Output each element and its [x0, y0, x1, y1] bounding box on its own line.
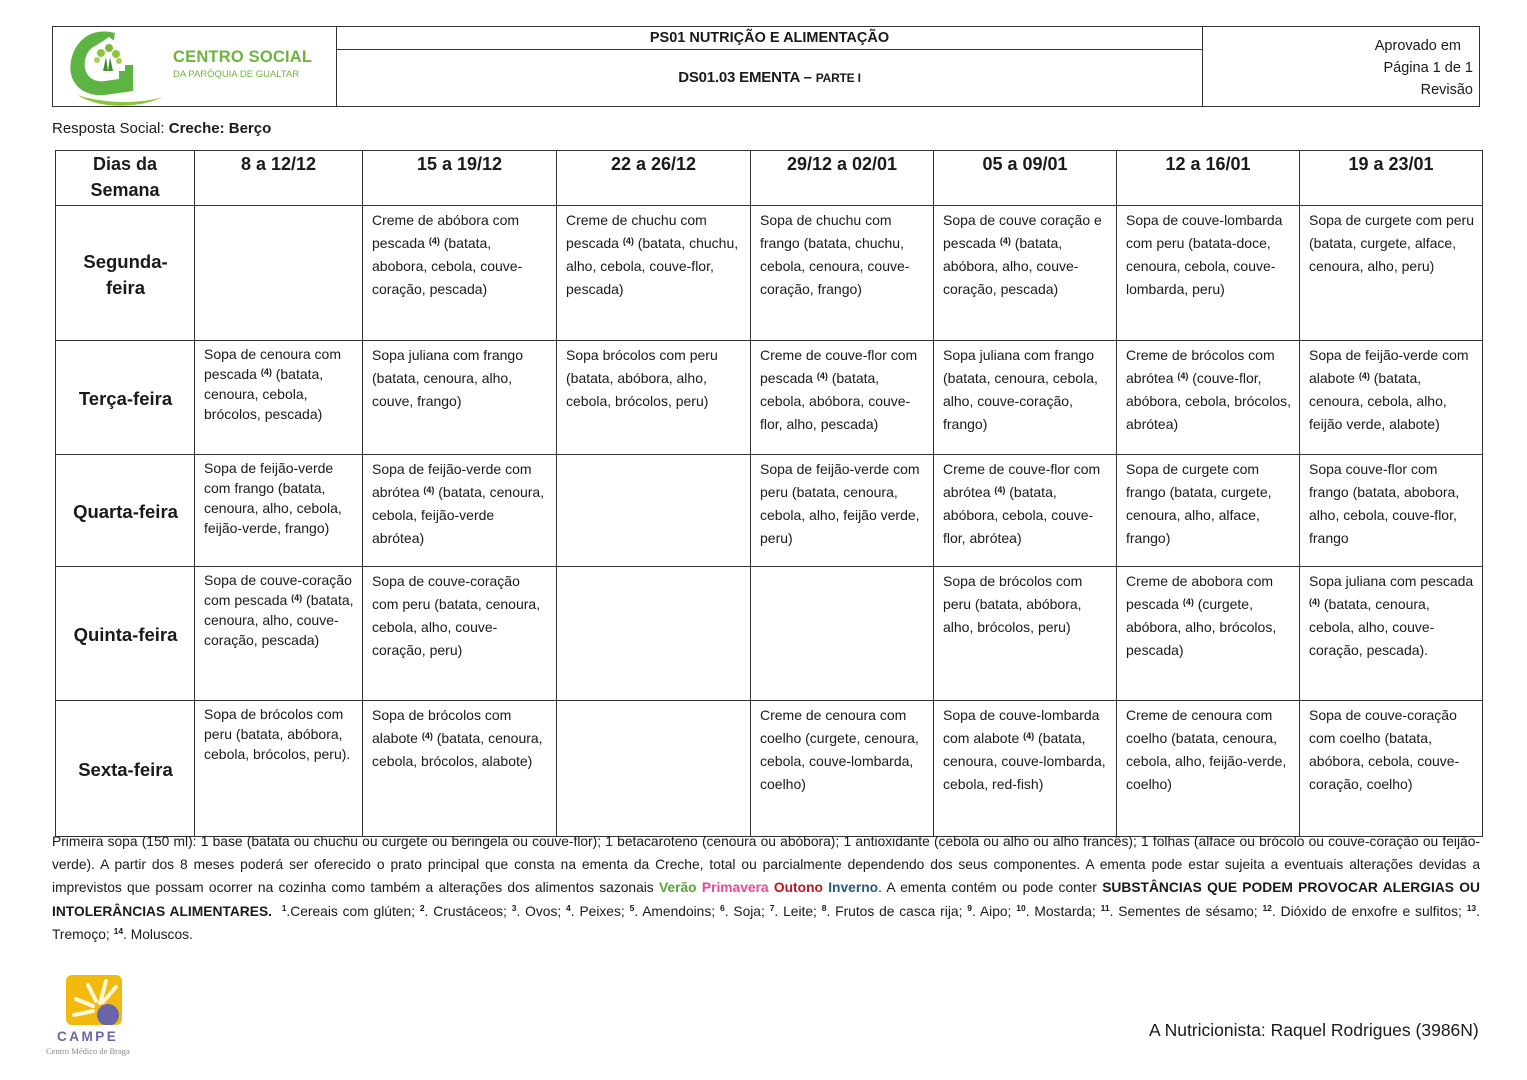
allergen-number: 11 [1100, 902, 1110, 913]
menu-cell [195, 567, 363, 701]
menu-cell [1300, 567, 1483, 701]
dish-ingredients: (batata, cenoura, cebola, brócolos, pescada) [204, 366, 324, 422]
header-meta [1203, 27, 1479, 106]
dish-text: Creme de couve-flor com pescada [760, 347, 918, 386]
approved-label: Aprovado em [1374, 38, 1461, 54]
column-header-week: 15 a 19/12 [363, 151, 557, 206]
revision-label: Revisão [1420, 82, 1473, 98]
table-row [56, 206, 1483, 341]
allergen-item [282, 904, 415, 919]
menu-cell [1300, 341, 1483, 455]
dish-text: Sopa de curgete com peru (batata, curgete, alface, cenoura, alho, peru) [1309, 212, 1474, 274]
allergen-label: . Leite; [774, 903, 817, 919]
dish-text: Creme de brócolos com abrótea [1126, 347, 1275, 386]
footnote-contains: . A ementa contém ou pode conter [878, 880, 1097, 896]
column-header-week: 8 a 12/12 [195, 151, 363, 206]
menu-cell [557, 455, 751, 567]
logo-title: CENTRO SOCIAL [173, 48, 313, 66]
allergen-number: 13 [1466, 902, 1477, 913]
dish-text: Creme de abobora com pescada [1126, 573, 1274, 612]
allergen-number: 10 [1016, 902, 1026, 913]
day-label: Quinta-feira [56, 567, 195, 701]
dish-text: Sopa juliana com frango (batata, cenoura, alho, couve, frango) [372, 347, 523, 409]
allergen-item [770, 904, 817, 919]
allergen-label: . Soja; [724, 903, 765, 919]
allergen-number: 4 [566, 902, 571, 913]
dish-text: Creme de cenoura com coelho (curgete, cenoura, cebola, couve-lombarda, coelho) [760, 707, 919, 792]
dish-text: Sopa de feijão-verde com peru (batata, cenoura, cebola, alho, feijão verde, peru) [760, 461, 920, 546]
allergen-fish-marker: (4) [423, 485, 435, 495]
allergen-number: 7 [769, 902, 775, 913]
day-label: Sexta-feira [56, 701, 195, 837]
column-header-week: 22 a 26/12 [557, 151, 751, 206]
menu-cell [195, 701, 363, 837]
menu-cell [1117, 567, 1300, 701]
allergen-fish-marker: (4) [1309, 597, 1320, 607]
allergen-fish-marker: (4) [994, 485, 1006, 495]
allergen-label: . Ovos; [516, 903, 562, 919]
allergen-fish-marker: (4) [291, 593, 303, 603]
dish-text: Sopa de feijão-verde com abrótea [372, 461, 532, 500]
dish-text: Creme de couve-flor com abrótea [943, 461, 1101, 500]
menu-cell [363, 701, 557, 837]
day-label: Quarta-feira [56, 455, 195, 567]
dish-text: Sopa de couve-lombarda com peru (batata-doce, cenoura, cebola, couve-lombarda, peru) [1126, 212, 1283, 297]
menu-cell [934, 206, 1117, 341]
allergen-label: . Amendoins; [634, 903, 716, 919]
menu-cell [557, 341, 751, 455]
allergen-label: . Sementes de sésamo; [1109, 903, 1258, 919]
dish-ingredients: (batata, cenoura, cebola, brócolos, alabote) [372, 730, 543, 769]
menu-cell [195, 455, 363, 567]
dish-text: Sopa de couve-coração com peru (batata, cenoura, cebola, alho, couve-coração, peru) [372, 573, 541, 658]
org-logo [53, 27, 337, 106]
allergen-label: . Peixes; [570, 903, 625, 919]
allergen-number: 3 [511, 902, 517, 913]
menu-cell [363, 206, 557, 341]
dish-text: Sopa de feijão-verde com alabote [1309, 347, 1469, 386]
allergen-label: . Tremoço; [52, 903, 1480, 942]
table-row [56, 567, 1483, 701]
dish-text: Sopa juliana com pescada [1309, 573, 1474, 589]
gualtar-logo-icon [53, 27, 171, 107]
campe-logo-subtitle: Centro Médico de Braga [46, 1046, 130, 1056]
menu-cell [1117, 701, 1300, 837]
dish-ingredients: (curgete, abóbora, alho, brócolos, pescada) [1126, 596, 1277, 658]
menu-cell [751, 341, 934, 455]
allergen-label: . Aipo; [972, 903, 1012, 919]
dish-text: Sopa de couve-coração com coelho (batata, abóbora, cebola, couve-coração, coelho) [1309, 707, 1460, 792]
season-winter: Inverno [828, 880, 879, 896]
allergen-number: 1 [281, 902, 287, 913]
allergen-label: . Crustáceos; [424, 903, 507, 919]
table-row [56, 455, 1483, 567]
dish-ingredients: (batata, abobora, cebola, couve-coração, pescada) [372, 235, 523, 297]
menu-cell [934, 701, 1117, 837]
menu-cell [195, 341, 363, 455]
dish-ingredients: (batata, abóbora, alho, couve-coração, pescada) [943, 235, 1079, 297]
allergen-item [1101, 904, 1258, 919]
allergen-fish-marker: (4) [428, 236, 440, 246]
document-part: PARTE I [815, 71, 861, 85]
column-header-days: Dias da Semana [56, 151, 195, 206]
menu-cell [363, 567, 557, 701]
dish-text: Sopa de feijão-verde com frango (batata, cenoura, alho, cebola, feijão-verde, frango) [204, 460, 342, 536]
menu-cell [1300, 455, 1483, 567]
day-label: Terça-feira [56, 341, 195, 455]
allergen-number: 8 [821, 902, 827, 913]
menu-cell [1300, 206, 1483, 341]
menu-cell [1117, 206, 1300, 341]
menu-cell [934, 341, 1117, 455]
footnote-intro: Primeira sopa (150 ml): 1 base (batata ou chuchu ou curgete ou beringela ou couve-flor); 1 betacaroteno (cenoura ou abóbora); 1 antioxidante (cebola ou alho ou alho francês); 1 folhas (alface ou brócolo ou couve-coração ou feijão-verde). A partir dos 8 meses poderá ser oferecido o prato principal que consta na ementa da Creche, total ou parcialmente dependendo dos seus componentes. A ementa pode estar sujeita a eventuais alterações devidas a imprevistos que possam ocorrer na cozinha como também a alterações dos alimentos sazonais [52, 834, 1480, 896]
dish-ingredients: (batata, cenoura, cebola, feijão-verde abrótea) [372, 484, 545, 546]
social-response-value: Creche: Berço [168, 120, 272, 137]
menu-cell [557, 567, 751, 701]
page-count: Página 1 de 1 [1383, 60, 1473, 76]
allergen-fish-marker: (4) [1358, 371, 1370, 381]
allergen-number: 2 [419, 902, 425, 913]
allergen-label: . Frutos de casca rija; [826, 903, 963, 919]
dish-text: Sopa juliana com frango (batata, cenoura, cebola, alho, couve-coração, frango) [943, 347, 1098, 432]
table-row [56, 701, 1483, 837]
dish-text: Sopa de cenoura com pescada [204, 346, 341, 382]
season-autumn: Outono [773, 880, 823, 896]
dish-text: Sopa brócolos com peru (batata, abóbora, alho, cebola, brócolos, peru) [566, 347, 718, 409]
allergen-item [512, 904, 561, 919]
allergen-label: .Cereais com glúten; [286, 903, 415, 919]
dish-text: Creme de abóbora com pescada [372, 212, 520, 251]
allergen-number: 14 [113, 925, 124, 936]
allergen-item [967, 904, 1011, 919]
menu-cell [1117, 455, 1300, 567]
allergen-label: . Dióxido de enxofre e sulfitos; [1271, 903, 1462, 919]
menu-footnote [52, 830, 1480, 946]
menu-cell [934, 567, 1117, 701]
column-header-week: 29/12 a 02/01 [751, 151, 934, 206]
dish-ingredients: (batata, cenoura, alho, couve-coração, pescada) [204, 592, 354, 648]
season-summer: Verão [659, 880, 697, 896]
document-title [337, 50, 1202, 106]
header-titles [337, 27, 1203, 106]
dish-text: Sopa de couve-coração com pescada [204, 572, 352, 608]
dish-text: Sopa de brócolos com alabote [372, 707, 512, 746]
process-title: PS01 NUTRIÇÃO E ALIMENTAÇÃO [337, 27, 1202, 50]
allergen-item [566, 904, 625, 919]
allergen-label: . Moluscos. [123, 926, 193, 942]
column-header-week: 19 a 23/01 [1300, 151, 1483, 206]
menu-cell [934, 455, 1117, 567]
nutritionist-signature: A Nutricionista: Raquel Rodrigues (3986N) [1149, 1020, 1479, 1040]
allergen-number: 9 [967, 902, 972, 913]
dish-text: Sopa couve-flor com frango (batata, abobora, alho, cebola, couve-flor, frango [1309, 461, 1460, 546]
allergen-item [720, 904, 765, 919]
dish-text: Sopa de brócolos com peru (batata, abóbora, cebola, brócolos, peru). [204, 706, 351, 762]
campe-logo-icon [66, 975, 122, 1025]
allergy-warning: SUBSTÂNCIAS QUE PODEM PROVOCAR ALERGIAS OU INTOLERÂNCIAS ALIMENTARES. [52, 880, 1480, 919]
allergen-item [1262, 904, 1461, 919]
allergen-item [822, 904, 963, 919]
dish-ingredients: (batata, abóbora, cebola, couve-flor, abrótea) [943, 484, 1094, 546]
social-response [52, 120, 271, 137]
menu-cell [363, 455, 557, 567]
dish-text: Sopa de couve coração e pescada [943, 212, 1102, 251]
dish-text: Sopa de brócolos com peru (batata, abóbora, alho, brócolos, peru) [943, 573, 1083, 635]
menu-cell [751, 455, 934, 567]
allergen-number: 5 [629, 902, 635, 913]
menu-cell [1117, 341, 1300, 455]
table-header-row [56, 151, 1483, 206]
dish-ingredients: (batata, cenoura, couve-lombarda, cebola, red-fish) [943, 730, 1106, 792]
allergen-item [630, 904, 716, 919]
menu-cell [363, 341, 557, 455]
allergen-fish-marker: (4) [1182, 597, 1194, 607]
allergen-item [114, 927, 193, 942]
allergen-fish-marker: (4) [260, 367, 272, 377]
dish-text: Sopa de couve-lombarda com alabote [943, 707, 1100, 746]
campe-logo [44, 972, 154, 1062]
logo-subtitle: DA PARÓQUIA DE GUALTAR [173, 69, 300, 80]
dish-text: Sopa de chuchu com frango (batata, chuchu, cebola, cenoura, couve-coração, frango) [760, 212, 910, 297]
dish-ingredients: (batata, cenoura, cebola, alho, feijão verde, alabote) [1309, 370, 1447, 432]
column-header-week: 05 a 09/01 [934, 151, 1117, 206]
social-response-label: Resposta Social: [52, 120, 165, 137]
menu-cell [751, 206, 934, 341]
allergen-label: . Mostarda; [1025, 903, 1096, 919]
menu-cell [195, 206, 363, 341]
menu-cell [557, 206, 751, 341]
dish-ingredients: (batata, cenoura, cebola, alho, couve-coração, pescada). [1309, 596, 1435, 658]
document-header [52, 26, 1480, 107]
document-code: DS01.03 EMENTA – [678, 69, 812, 86]
allergen-number: 12 [1262, 902, 1272, 913]
day-label: Segunda-feira [56, 206, 195, 341]
menu-table [55, 150, 1483, 837]
allergen-fish-marker: (4) [421, 731, 433, 741]
dish-ingredients: (batata, cebola, abóbora, couve-flor, alho, pescada) [760, 370, 911, 432]
menu-cell [751, 567, 934, 701]
allergen-fish-marker: (4) [1177, 371, 1189, 381]
allergen-item [1016, 904, 1096, 919]
dish-ingredients: (couve-flor, abóbora, cebola, brócolos, abrótea) [1126, 370, 1291, 432]
allergen-item [420, 904, 507, 919]
campe-logo-name: CAMPE [57, 1029, 119, 1044]
menu-cell [751, 701, 934, 837]
table-row [56, 341, 1483, 455]
dish-text: Creme de chuchu com pescada [566, 212, 707, 251]
column-header-week: 12 a 16/01 [1117, 151, 1300, 206]
allergen-fish-marker: (4) [999, 236, 1011, 246]
dish-text: Creme de cenoura com coelho (batata, cenoura, cebola, alho, feijão-verde, coelho) [1126, 707, 1287, 792]
dish-text: Sopa de curgete com frango (batata, curgete, cenoura, alho, alface, frango) [1126, 461, 1272, 546]
menu-cell [1300, 701, 1483, 837]
season-spring: Primavera [701, 880, 769, 896]
menu-cell [557, 701, 751, 837]
allergen-fish-marker: (4) [622, 236, 634, 246]
allergen-fish-marker: (4) [1023, 731, 1035, 741]
dish-ingredients: (batata, chuchu, alho, cebola, couve-flor, pescada) [566, 235, 739, 297]
allergen-fish-marker: (4) [816, 371, 828, 381]
allergen-number: 6 [719, 902, 725, 913]
